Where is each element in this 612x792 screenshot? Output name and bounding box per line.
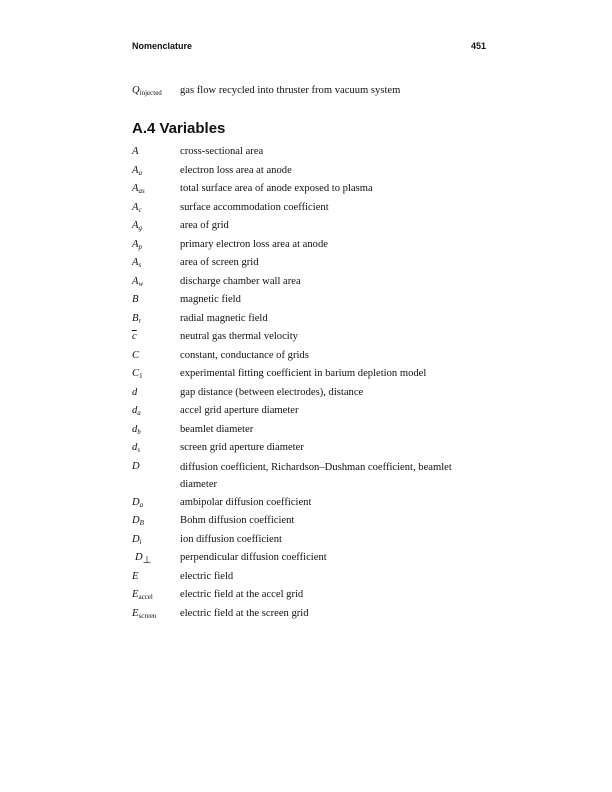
variable-entry [132,328,480,347]
entry-symbol [132,199,180,218]
symbol-subscript: 1 [139,372,143,380]
entry-description: beamlet diameter [180,423,254,435]
entry-symbol [132,236,180,255]
symbol-main: D [132,496,140,508]
entry-symbol [132,143,180,162]
symbol-main: A [132,220,139,231]
entry-description: discharge chamber wall area [180,275,301,287]
symbol-main: A [132,164,139,176]
entry-symbol [132,458,180,494]
symbol-subscript: injected [139,89,162,97]
symbol-subscript: a [138,168,142,177]
entry-description: electron loss area at anode [180,164,292,176]
entry-symbol [132,291,180,310]
variable-entry [132,254,480,273]
variable-entry [132,568,480,587]
symbol-main: E [132,570,139,582]
symbol-main: A [132,275,139,287]
variable-entry [132,310,480,329]
symbol-main: A [132,201,139,213]
symbol-main: C [132,349,140,361]
symbol-main: $\overline{c}$ [132,331,137,342]
running-header-title: Nomenclature [132,41,193,51]
symbol-main: D [132,515,140,526]
entry-symbol [132,605,180,624]
entry-symbol [132,549,180,568]
entry-symbol [132,273,180,292]
entry-symbol [132,494,180,513]
variable-entry [132,347,480,366]
variable-entry [132,236,480,255]
variable-entry [132,494,480,513]
entry-symbol [132,180,180,199]
entry-description: accel grid aperture diameter [180,405,299,416]
entry-description: surface accommodation coefficient [180,201,329,213]
variable-entry [132,217,480,236]
symbol-main: Q [132,85,140,96]
entry-description: electric field at the accel grid [180,589,304,600]
entry-symbol [132,439,180,458]
variable-entry [132,180,480,199]
symbol-subscript: s [138,261,142,269]
symbol-main: d [132,442,138,453]
entry-symbol [132,82,180,101]
variable-entry [132,586,480,605]
variable-entry [132,199,480,218]
symbol-subscript: w [138,279,144,288]
variable-entry [132,291,480,310]
symbol-subscript: p [138,242,142,251]
variable-entry [132,512,480,531]
entry-description: screen grid aperture diameter [180,442,304,453]
entry-symbol [132,384,180,403]
entry-symbol [132,421,180,440]
symbol-subscript: as [138,187,145,195]
entry-description: primary electron loss area at anode [180,238,328,250]
entry-description: area of grid [180,220,229,231]
entry-description: gas flow recycled into thruster from vacuum system [180,85,401,96]
page-number: 451 [470,41,486,51]
symbol-main: A [132,238,139,250]
variable-entry [132,365,480,384]
entry-symbol [132,328,180,347]
symbol-main: A [132,183,139,194]
entry-symbol [132,254,180,273]
entry-description: ambipolar diffusion coefficient [180,496,312,508]
symbol-main: E [132,607,139,619]
symbol-subscript: ⊥ [142,555,152,566]
symbol-main: B [132,312,139,324]
entry-description: perpendicular diffusion coefficient [180,552,327,563]
symbol-subscript: accel [138,593,153,601]
entry-symbol [132,531,180,550]
entry-description: experimental fitting coefficient in barium depletion model [180,368,427,379]
symbol-subscript: b [137,427,141,436]
variable-entry [132,273,480,292]
variable-entry [132,531,480,550]
symbol-main: C [132,368,140,379]
variable-entry [132,384,480,403]
nomenclature-entry [132,82,480,101]
variable-entry [132,402,480,421]
variable-entry [132,439,480,458]
entry-description: diffusion coefficient, Richardson–Dushman coefficient, beamlet diameter [180,461,452,490]
entry-description: magnetic field [180,294,241,305]
symbol-main: E [132,589,139,600]
symbol-subscript: B [139,519,144,527]
variable-entry [132,421,480,440]
variable-entry [132,605,480,624]
entry-symbol [132,586,180,605]
symbol-subscript: g [138,224,142,232]
variable-entry [132,143,480,162]
symbol-main: A [132,257,139,268]
symbol-main: D [132,460,140,472]
entry-description: neutral gas thermal velocity [180,331,298,342]
entry-description: ion diffusion coefficient [180,533,282,545]
entry-symbol [132,347,180,366]
symbol-main: d [132,405,138,416]
variable-entry [132,162,480,181]
entry-description: electric field [180,570,234,582]
entry-symbol [132,568,180,587]
entry-description: Bohm diffusion coefficient [180,515,295,526]
symbol-subscript: i [139,537,142,546]
entry-description: area of screen grid [180,257,259,268]
symbol-subscript: a [139,500,144,509]
symbol-subscript: a [137,409,141,417]
entry-symbol [132,402,180,421]
symbol-subscript: c [138,205,142,214]
symbol-main: A [132,146,139,157]
entry-description: electric field at the screen grid [180,607,309,619]
entry-symbol [132,512,180,531]
entry-symbol [132,310,180,329]
symbol-subscript: r [138,316,142,325]
symbol-subscript: s [137,446,141,454]
symbol-main: d [132,386,138,398]
symbol-main: D [135,552,143,563]
entry-description: cross-sectional area [180,146,264,157]
entry-description: constant, conductance of grids [180,349,309,361]
symbol-subscript: screen [138,611,157,620]
variable-entry [132,458,480,494]
entry-symbol [132,217,180,236]
entry-description: gap distance (between electrodes), distance [180,386,364,398]
entry-symbol [132,365,180,384]
entry-symbol [132,162,180,181]
variables-list [132,143,480,623]
entry-description: total surface area of anode exposed to plasma [180,183,373,194]
symbol-main: B [132,294,139,305]
section-heading: A.4 Variables [132,120,226,137]
entry-description: radial magnetic field [180,312,268,324]
symbol-main: D [132,533,140,545]
variable-entry [132,549,480,568]
symbol-main: d [132,423,138,435]
